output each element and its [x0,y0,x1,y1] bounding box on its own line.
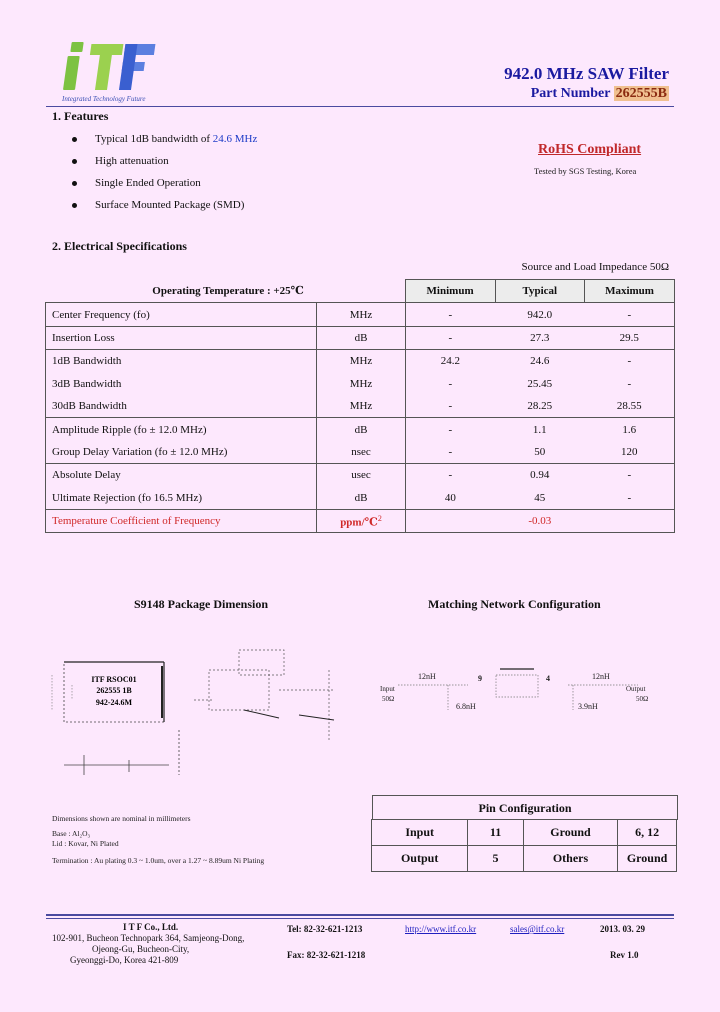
package-note-dimensions: Dimensions shown are nominal in millimeters [52,814,191,823]
typ-cell: 24.6 [495,350,585,373]
unit-cell: MHz [317,303,405,326]
max-cell: - [585,373,675,395]
logo-tagline: Integrated Technology Future [62,95,146,103]
features-list [72,128,257,216]
table-row [46,441,675,464]
pin-a-label: 9 [478,674,482,683]
table-row [46,464,675,487]
pin-cell: 6, 12 [618,820,677,846]
part-number-row [531,86,669,102]
itf-logo [62,40,162,102]
tcf-unit [317,509,405,532]
col-minimum: Minimum [405,280,495,303]
footer-fax: Fax: 82-32-621-1218 [287,950,366,960]
package-note-base: Base : Al₂O₃ [52,829,91,838]
electrical-heading: 2. Electrical Specifications [52,239,187,253]
output-port-label: 50Ω [636,695,649,703]
footer-address-2: Ojeong-Gu, Bucheon-City, [92,944,190,954]
package-marking-line2: 262555 1B [96,686,132,695]
part-number-label: Part Number [530,86,611,101]
product-title: 942.0 MHz SAW Filter [504,64,669,83]
table-row [46,418,675,441]
table-row [46,487,675,510]
feature-item [72,172,257,194]
pin-cell: 11 [468,820,523,846]
max-cell: - [585,464,675,487]
footer-email-link[interactable]: sales@itf.co.kr [510,924,565,934]
tcf-value: -0.03 [405,509,674,532]
unit-cell: usec [317,464,405,487]
tcf-unit-sup: 2 [377,513,382,523]
col-maximum: Maximum [585,280,675,303]
table-row [372,846,677,872]
max-cell: - [585,487,675,510]
feature-item [72,150,257,172]
bullet-icon [72,159,77,164]
package-note-lid: Lid : Kovar, Ni Plated [52,839,119,848]
min-cell: 40 [405,487,495,510]
tcf-row [46,509,675,532]
pin-cell: Ground [618,846,677,872]
inductor-out-label: 12nH [592,672,610,681]
matching-title: Matching Network Configuration [428,597,601,611]
unit-cell: dB [317,326,405,349]
typ-cell: 1.1 [495,418,585,441]
min-cell: - [405,441,495,464]
inductor-in-label: 12nH [418,672,436,681]
header-divider [46,106,674,107]
param-cell: 3dB Bandwidth [46,373,317,395]
pin-cell: Output [372,846,468,872]
package-marking-line1: ITF RSOC01 [91,675,137,684]
min-cell: 24.2 [405,350,495,373]
min-cell: - [405,326,495,349]
min-cell: - [405,464,495,487]
rohs-title: RoHS Compliant [538,142,642,157]
bullet-icon [72,137,77,142]
min-cell: - [405,373,495,395]
feature-item [72,194,257,216]
pin-cell: Others [523,846,617,872]
footer-tel: Tel: 82-32-621-1213 [287,924,363,934]
param-cell: Insertion Loss [46,326,317,349]
param-cell: 1dB Bandwidth [46,350,317,373]
unit-cell: dB [317,418,405,441]
spec-table [45,279,675,533]
footer-revision: Rev 1.0 [610,950,639,960]
feature-value: 24.6 MHz [212,133,258,145]
typ-cell: 25.45 [527,377,553,390]
output-label: Output [626,685,646,693]
feature-text: Single Ended Operation [95,177,201,189]
typ-cell: 0.94 [495,464,585,487]
impedance-note: Source and Load Impedance 50Ω [521,261,669,273]
table-row [46,395,675,418]
footer-date: 2013. 03. 29 [600,924,645,934]
param-cell: 30dB Bandwidth [46,395,317,418]
unit-cell: MHz [317,395,405,418]
op-temp-header: Operating Temperature : +25℃ [152,285,304,298]
table-row [46,303,675,326]
max-cell: 120 [585,441,675,464]
footer-address-3: Gyeonggi-Do, Korea 421-809 [70,955,179,965]
max-cell: - [585,303,675,326]
param-cell: Absolute Delay [46,464,317,487]
typ-cell: 45 [534,491,546,504]
pin-config-table [371,819,677,872]
param-cell: Amplitude Ripple (fo ± 12.0 MHz) [46,418,317,441]
unit-cell: nsec [317,441,405,464]
feature-text: Typical 1dB bandwidth of [95,133,211,145]
tcf-unit-text: ppm/℃ [340,516,378,529]
footer-divider-thin [46,918,674,919]
table-row [372,820,677,846]
shunt-in-label: 6.8nH [456,702,476,711]
table-row [46,350,675,373]
max-cell: 1.6 [585,418,675,441]
rohs-subtitle: Tested by SGS Testing, Korea [534,166,637,176]
param-cell: Group Delay Variation (fo ± 12.0 MHz) [46,441,317,464]
max-cell: - [585,350,675,373]
feature-text: High attenuation [95,155,169,167]
pin-config-title: Pin Configuration [372,795,678,820]
param-cell: Center Frequency (fo) [46,303,317,326]
bullet-icon [72,203,77,208]
package-drawing [44,630,344,780]
typ-cell: 28.25 [527,400,553,413]
footer-company: I T F Co., Ltd. [123,922,179,932]
max-cell: 28.55 [585,395,675,418]
tcf-param: Temperature Coefficient of Frequency [46,509,317,532]
package-title: S9148 Package Dimension [134,597,269,611]
unit-cell: MHz [317,373,405,395]
package-note-termination: Termination : Au plating 0.3 ~ 1.0um, over a 1.27 ~ 8.89um Ni Plating [52,856,265,865]
feature-text: Surface Mounted Package (SMD) [95,199,245,211]
pin-cell: 5 [468,846,523,872]
input-label: Input [380,685,395,693]
typ-cell: 942.0 [495,303,585,326]
footer-website-link[interactable]: http://www.itf.co.kr [405,924,477,934]
unit-cell: dB [317,487,405,510]
param-cell: Ultimate Rejection (fo 16.5 MHz) [46,487,317,510]
feature-item [72,128,257,150]
table-row [46,373,675,395]
features-heading: 1. Features [52,109,109,123]
footer-address-1: 102-901, Bucheon Technopark 364, Samjeong-Dong, [52,933,245,943]
pin-cell: Input [372,820,468,846]
pin-cell: Ground [523,820,617,846]
col-typical: Typical [495,280,585,303]
unit-cell: MHz [317,350,405,373]
bullet-icon [72,181,77,186]
package-marking-line3: 942-24.6M [95,698,133,707]
min-cell: - [405,395,495,418]
matching-network-diagram [378,655,678,745]
input-port-label: 50Ω [382,695,395,703]
table-row [46,326,675,349]
typ-cell: 27.3 [495,326,585,349]
shunt-out-label: 3.9nH [578,702,598,711]
spec-header-row [46,280,675,303]
min-cell: - [405,418,495,441]
part-number-value: 262555B [615,86,667,101]
footer-divider [46,914,674,916]
typ-cell: 50 [534,445,546,458]
max-cell: 29.5 [585,326,675,349]
pin-b-label: 4 [546,674,550,683]
min-cell: - [405,303,495,326]
